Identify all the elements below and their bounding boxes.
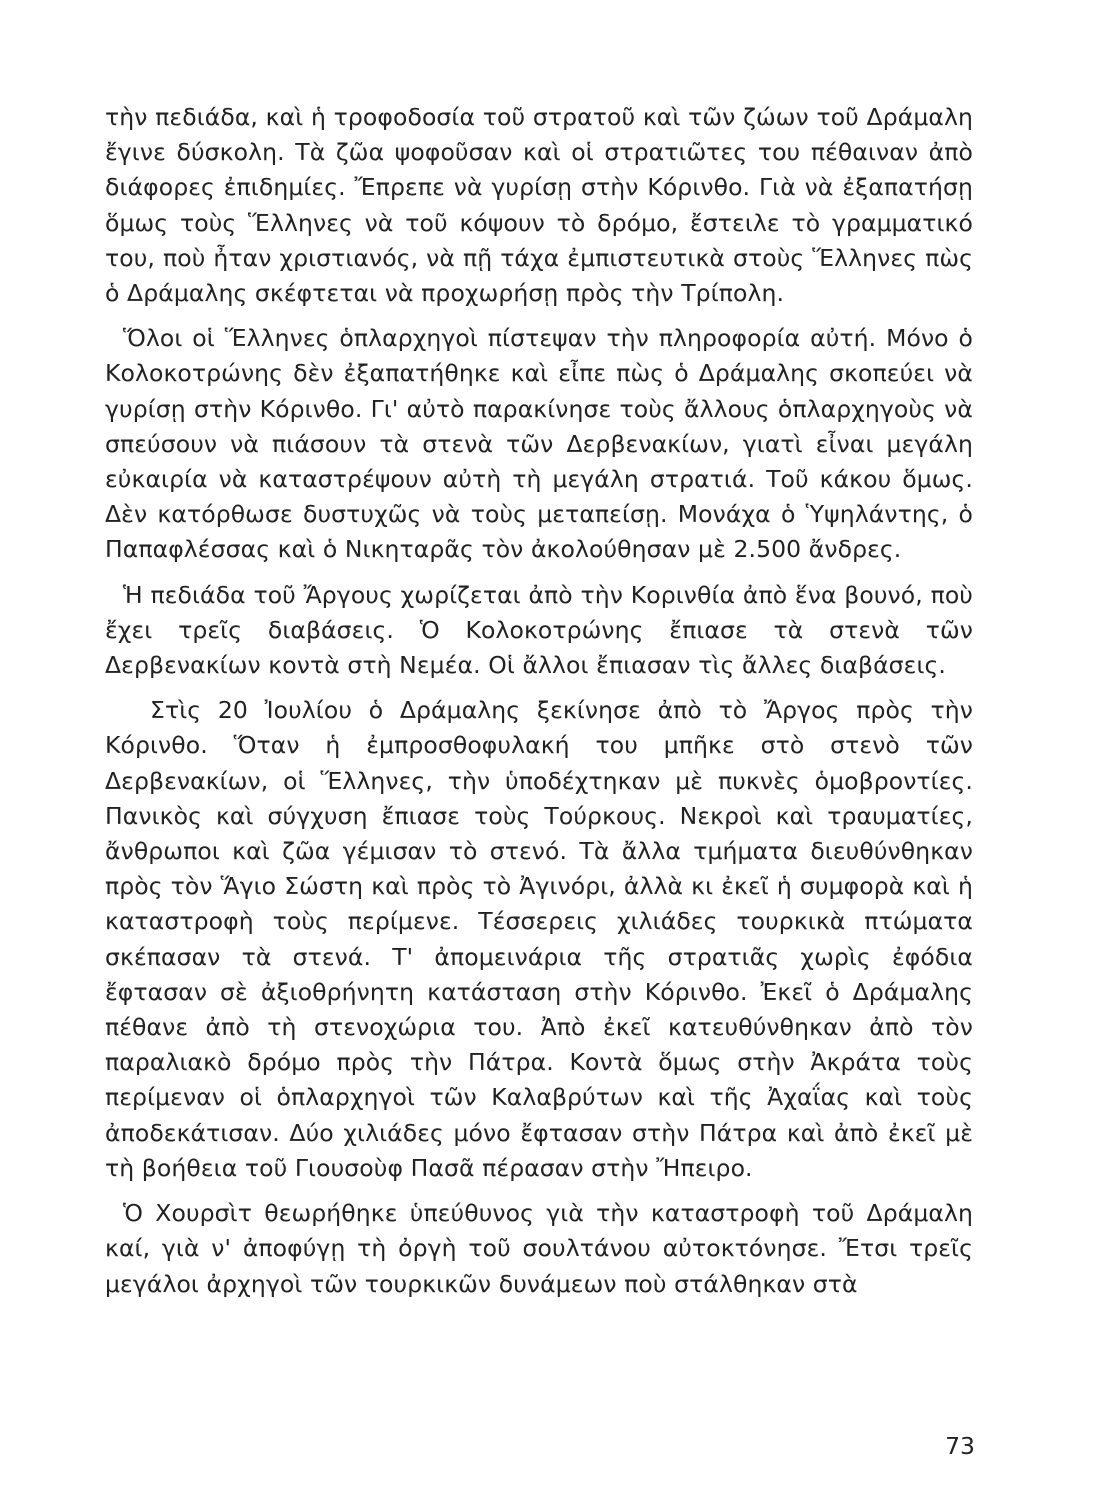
paragraph-4: Στὶς 20 Ἰουλίου ὁ Δράμαλης ξεκίνησε ἀπὸ τὸ Ἄργος πρὸς τὴν Κόρινθο. Ὅταν ἡ ἐμπροσθοφυλακή του μπῆκε στὸ στενὸ τῶν Δερβενακίων, οἱ Ἕλληνες, τὴν ὑποδέχτηκαν μὲ πυκνὲς ὁμοβροντίες. Πανικὸς καὶ σύγχυση ἔπιασε τοὺς Τούρκους. Νεκροὶ καὶ τραυματίες, ἄνθρωποι καὶ ζῶα γέμισαν τὸ στενό. Τὰ ἄλλα τμήματα διευθύνθηκαν πρὸς τὸν Ἅγιο Σώστη καὶ πρὸς τὸ Ἀγινόρι, ἀλλὰ κι ἐκεῖ ἡ συμφορὰ καὶ ἡ καταστροφὴ τοὺς περίμενε. Τέσσερεις χιλιάδες τουρκικὰ πτώματα σκέπασαν τὰ στενά. Τ' ἀπομεινάρια τῆς στρατιᾶς χωρὶς ἐφόδια ἔφτασαν σὲ ἀξιοθρήνητη κατάσταση στὴν Κόρινθο. Ἐκεῖ ὁ Δράμαλης πέθανε ἀπὸ τὴ στενοχώρια του. Ἀπὸ ἐκεῖ κατευθύνθηκαν ἀπὸ τὸν παραλιακὸ δρόμο πρὸς τὴν Πάτρα. Κοντὰ ὅμως στὴν Ἀκράτα τοὺς περίμεναν οἱ ὁπλαρχηγοὶ τῶν Καλαβρύτων καὶ τῆς Ἀχαΐας καὶ τοὺς ἀποδεκάτισαν. Δύο χιλιάδες μόνο ἔφτασαν στὴν Πάτρα καὶ ἀπὸ ἐκεῖ μὲ τὴ βοήθεια τοῦ Γιουσοὺφ Πασᾶ πέρασαν στὴν Ἤπειρο. <box>105 696 973 1182</box>
paragraph-2: Ὅλοι οἱ Ἕλληνες ὁπλαρχηγοὶ πίστεψαν τὴν πληροφορία αὐτή. Μόνο ὁ Κολοκοτρώνης δὲν ἐξαπατήθηκε καὶ εἶπε πὼς ὁ Δράμαλης σκοπεύει νὰ γυρίσῃ στὴν Κόρινθο. Γι' αὐτὸ παρακίνησε τοὺς ἄλλους ὁπλαρχηγοὺς νὰ σπεύσουν νὰ πιάσουν τὰ στενὰ τῶν Δερβενακίων, γιατὶ εἶναι μεγάλη εὐκαιρία νὰ καταστρέψουν αὐτὴ τὴ μεγάλη στρατιά. Τοῦ κάκου ὅμως. Δὲν κατόρθωσε δυστυχῶς νὰ τοὺς μεταπείσῃ. Μονάχα ὁ Ὑψηλάντης, ὁ Παπαφλέσσας καὶ ὁ Νικηταρᾶς τὸν ἀκολούθησαν μὲ 2.500 ἄνδρες. <box>105 324 973 564</box>
paragraph-3: Ἡ πεδιάδα τοῦ Ἄργους χωρίζεται ἀπὸ τὴν Κορινθία ἀπὸ ἕνα βουνό, ποὺ ἔχει τρεῖς διαβάσεις. Ὁ Κολοκοτρώνης ἔπιασε τὰ στενὰ τῶν Δερβενακίων κοντὰ στὴ Νεμέα. Οἱ ἄλλοι ἔπιασαν τὶς ἄλλες διαβάσεις. <box>105 580 973 680</box>
page-number: 73 <box>945 1432 975 1460</box>
paragraph-1: τὴν πεδιάδα, καὶ ἡ τροφοδοσία τοῦ στρατοῦ καὶ τῶν ζώων τοῦ Δράμαλη ἔγινε δύσκολη. Τὰ ζῶα ψοφοῦσαν καὶ οἱ στρατιῶτες του πέθαιναν ἀπὸ διάφορες ἐπιδημίες. Ἔπρεπε νὰ γυρίσῃ στὴν Κόρινθο. Γιὰ νὰ ἐξαπατήσῃ ὅμως τοὺς Ἕλληνες νὰ τοῦ κόψουν τὸ δρόμο, ἔστειλε τὸ γραμματικό του, ποὺ ἦταν χριστιανός, νὰ πῇ τάχα ἐμπιστευτικὰ στοὺς Ἕλληνες πὼς ὁ Δράμαλης σκέφτεται νὰ προχωρήσῃ πρὸς τὴν Τρίπολη. <box>105 103 973 308</box>
page-body <box>105 100 973 1302</box>
paragraph-5: Ὁ Χουρσὶτ θεωρήθηκε ὑπεύθυνος γιὰ τὴν καταστροφὴ τοῦ Δράμαλη καί, γιὰ ν' ἀποφύγῃ τὴ ὀργὴ τοῦ σουλτάνου αὐτοκτόνησε. Ἔτσι τρεῖς μεγάλοι ἀρχηγοὶ τῶν τουρκικῶν δυνάμεων ποὺ στάλθηκαν στὰ <box>105 1199 973 1298</box>
